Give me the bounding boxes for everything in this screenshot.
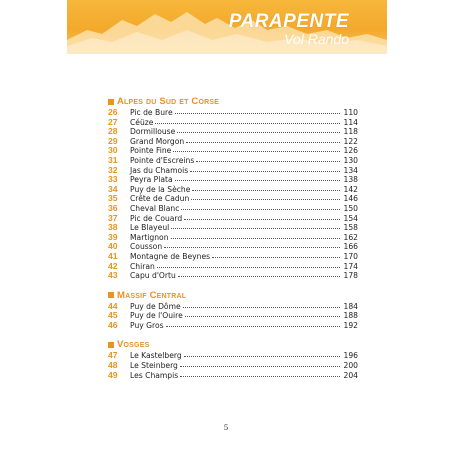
dot-leader xyxy=(157,261,340,268)
entry-page: 138 xyxy=(343,175,358,185)
entry-page: 204 xyxy=(343,370,358,380)
dot-leader xyxy=(171,222,340,229)
entry-name: Capu d'Ortu xyxy=(130,271,176,281)
entry-page: 200 xyxy=(343,361,358,371)
entry-page: 192 xyxy=(343,320,358,330)
entry-number: 47 xyxy=(108,350,118,361)
entry-name: Montagne de Beynes xyxy=(130,251,211,261)
entry-name: Pointe Fine xyxy=(130,146,172,156)
entry-name: Le Kastelberg xyxy=(130,351,182,361)
dot-leader xyxy=(155,117,340,124)
entry-number: 34 xyxy=(108,183,118,194)
entry-name: Martignon xyxy=(130,232,169,242)
section-gap xyxy=(108,330,358,339)
entry-page: 184 xyxy=(343,301,358,311)
toc-entry[interactable] xyxy=(108,321,358,331)
entry-name: Dormillouse xyxy=(130,127,176,137)
entry-page: 130 xyxy=(343,155,358,165)
entry-page: 110 xyxy=(343,108,358,117)
dot-leader xyxy=(175,107,340,114)
entry-page: 114 xyxy=(343,117,358,127)
dot-leader xyxy=(190,165,340,172)
dot-leader xyxy=(180,370,340,377)
table-of-contents xyxy=(108,96,358,380)
entry-page: 126 xyxy=(343,146,358,156)
entry-number: 48 xyxy=(108,360,118,371)
page-number: 5 xyxy=(223,423,229,432)
toc-entry[interactable] xyxy=(108,371,358,381)
entry-page: 166 xyxy=(343,242,358,252)
entry-number: 44 xyxy=(108,300,118,311)
section-header xyxy=(108,339,358,350)
section-bullet-icon xyxy=(108,342,114,348)
entry-name: Puy de l'Ouire xyxy=(130,311,183,321)
dot-leader xyxy=(186,136,340,143)
entry-number: 45 xyxy=(108,310,118,321)
entry-number: 46 xyxy=(108,319,118,330)
entry-number: 29 xyxy=(108,135,118,146)
entry-number: 38 xyxy=(108,222,118,233)
dot-leader xyxy=(191,193,340,200)
entry-page: 154 xyxy=(343,213,358,223)
entry-number: 28 xyxy=(108,126,118,137)
entry-number: 32 xyxy=(108,164,118,175)
section-header xyxy=(108,96,358,107)
section-bullet-icon xyxy=(108,99,114,105)
dot-leader xyxy=(184,213,340,220)
dot-leader xyxy=(212,251,340,258)
dot-leader xyxy=(164,241,340,248)
toc-entry[interactable] xyxy=(108,271,358,281)
entry-page: 174 xyxy=(343,261,358,271)
entry-name: Le Steinberg xyxy=(130,361,178,371)
entry-number: 36 xyxy=(108,202,118,213)
dot-leader xyxy=(166,320,340,327)
entry-name: Cousson xyxy=(130,242,163,252)
dot-leader xyxy=(192,184,340,191)
dot-leader xyxy=(171,232,340,239)
dot-leader xyxy=(181,203,340,210)
entry-name: Les Champis xyxy=(130,370,179,380)
entry-number: 37 xyxy=(108,212,118,223)
entry-number: 39 xyxy=(108,231,118,242)
entry-number: 43 xyxy=(108,270,118,281)
entry-name: Cheval Blanc xyxy=(130,203,180,213)
entry-name: Jas du Chamois xyxy=(130,165,189,175)
entry-name: Grand Morgon xyxy=(130,136,185,146)
entry-name: Pic de Couard xyxy=(130,213,183,223)
dot-leader xyxy=(175,174,340,181)
dot-leader xyxy=(185,310,340,317)
section-bullet-icon xyxy=(108,292,114,298)
dot-leader xyxy=(184,350,340,357)
entry-number: 42 xyxy=(108,260,118,271)
entry-page: 146 xyxy=(343,194,358,204)
entry-page: 162 xyxy=(343,232,358,242)
entry-number: 27 xyxy=(108,116,118,127)
section-title: Alpes du Sud et Corse xyxy=(117,96,220,107)
entry-page: 158 xyxy=(343,223,358,233)
entry-name: Puy Gros xyxy=(130,320,164,330)
entry-page: 134 xyxy=(343,165,358,175)
header-banner xyxy=(67,0,387,54)
dot-leader xyxy=(180,360,340,367)
entry-number: 41 xyxy=(108,250,118,261)
entry-number: 26 xyxy=(108,107,118,117)
entry-page: 170 xyxy=(343,251,358,261)
dot-leader xyxy=(177,126,340,133)
entry-number: 30 xyxy=(108,145,118,156)
entry-name: Crête de Cadun xyxy=(130,194,190,204)
entry-name: Peyra Plata xyxy=(130,175,173,185)
entry-page: 188 xyxy=(343,311,358,321)
banner-title: PARAPENTE xyxy=(228,11,349,32)
section-title: Massif Central xyxy=(117,289,187,301)
entry-page: 178 xyxy=(343,271,358,281)
entry-number: 35 xyxy=(108,193,118,204)
banner-subtitle: Vol Rando xyxy=(284,31,349,47)
entry-name: Puy de Dôme xyxy=(130,301,181,311)
entry-page: 142 xyxy=(343,184,358,194)
section-title: Vosges xyxy=(117,339,150,351)
entry-page: 150 xyxy=(343,203,358,213)
entry-name: Pointe d'Escreins xyxy=(130,155,195,165)
entry-number: 40 xyxy=(108,241,118,252)
section-gap xyxy=(108,281,358,290)
entry-name: Pic de Bure xyxy=(130,108,173,117)
entry-name: Le Blayeul xyxy=(130,223,170,233)
entry-name: Chiran xyxy=(130,261,155,271)
dot-leader xyxy=(183,301,340,308)
dot-leader xyxy=(178,270,340,277)
entry-page: 118 xyxy=(343,127,358,137)
entry-number: 31 xyxy=(108,154,118,165)
section-header xyxy=(108,290,358,301)
entry-number: 49 xyxy=(108,369,118,380)
entry-number: 33 xyxy=(108,174,118,185)
entry-page: 122 xyxy=(343,136,358,146)
dot-leader xyxy=(173,145,340,152)
entry-name: Puy de la Sèche xyxy=(130,184,191,194)
dot-leader xyxy=(196,155,340,162)
entry-page: 196 xyxy=(343,351,358,361)
entry-name: Céüze xyxy=(130,117,154,127)
